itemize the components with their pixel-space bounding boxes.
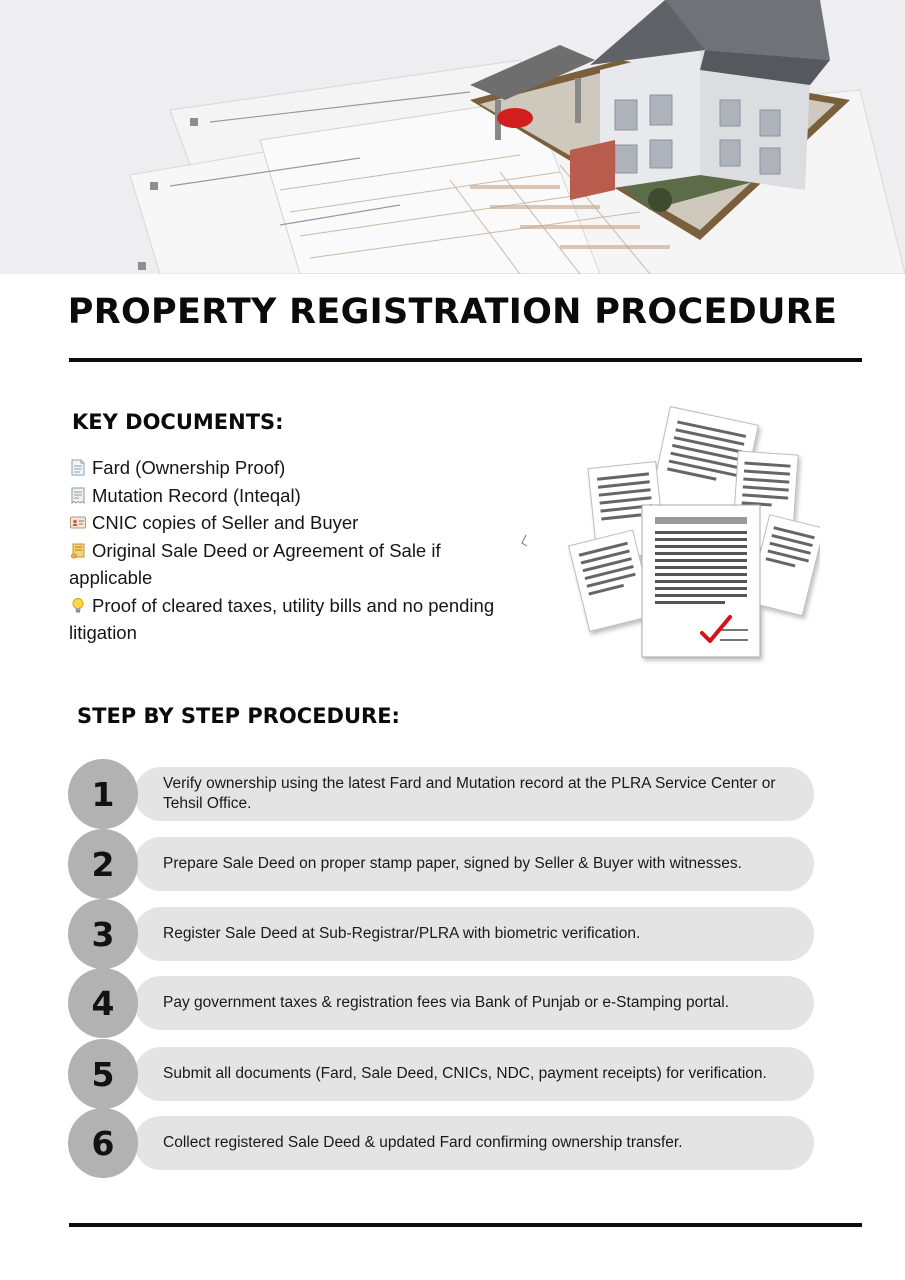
key-documents-list <box>69 454 509 647</box>
step-text: Prepare Sale Deed on proper stamp paper, signed by Seller & Buyer with witnesses. <box>163 855 742 872</box>
step-number: 3 <box>68 899 138 969</box>
step-4 <box>68 968 828 1038</box>
step-number: 2 <box>68 829 138 899</box>
footer-divider <box>69 1223 862 1227</box>
step-2 <box>68 829 828 899</box>
documents-illustration <box>520 405 820 667</box>
step-3 <box>68 899 828 969</box>
step-text: Submit all documents (Fard, Sale Deed, CNICs, NDC, payment receipts) for verification. <box>163 1065 767 1082</box>
list-item-text: Fard (Ownership Proof) <box>92 457 286 478</box>
hero-image <box>0 0 905 274</box>
step-text: Pay government taxes & registration fees via Bank of Punjab or e-Stamping portal. <box>163 994 730 1011</box>
procedure-heading: STEP BY STEP PROCEDURE: <box>77 704 400 728</box>
house-on-documents-illustration <box>0 0 905 274</box>
list-item-text: CNIC copies of Seller and Buyer <box>92 512 359 533</box>
step-number: 1 <box>68 759 138 829</box>
receipt-icon <box>70 487 86 504</box>
page-facing-up-icon <box>70 459 86 476</box>
list-item-text: Original Sale Deed or Agreement of Sale if applicable <box>69 539 441 588</box>
list-item <box>69 509 509 537</box>
scroll-icon <box>70 542 86 559</box>
list-item-text: Mutation Record (Inteqal) <box>92 484 301 506</box>
step-text: Collect registered Sale Deed & updated Fard confirming ownership transfer. <box>163 1134 683 1151</box>
list-item <box>69 537 509 592</box>
step-number: 5 <box>68 1039 138 1109</box>
page-title: PROPERTY REGISTRATION PROCEDURE <box>67 292 838 332</box>
id-card-icon <box>70 514 86 531</box>
light-bulb-icon <box>70 597 86 614</box>
title-divider <box>69 358 862 362</box>
list-item <box>69 592 509 647</box>
step-number: 4 <box>68 968 138 1038</box>
key-documents-heading: KEY DOCUMENTS: <box>72 410 284 434</box>
step-1 <box>68 759 828 829</box>
step-number: 6 <box>68 1108 138 1178</box>
list-item <box>69 454 509 482</box>
step-6 <box>68 1108 828 1178</box>
step-text: Verify ownership using the latest Fard and Mutation record at the PLRA Service Center or Tehsil Office. <box>163 775 776 812</box>
step-text: Register Sale Deed at Sub-Registrar/PLRA with biometric verification. <box>163 925 641 942</box>
step-5 <box>68 1039 828 1109</box>
list-item-text: Proof of cleared taxes, utility bills and no pending litigation <box>69 594 495 643</box>
list-item <box>69 482 509 510</box>
